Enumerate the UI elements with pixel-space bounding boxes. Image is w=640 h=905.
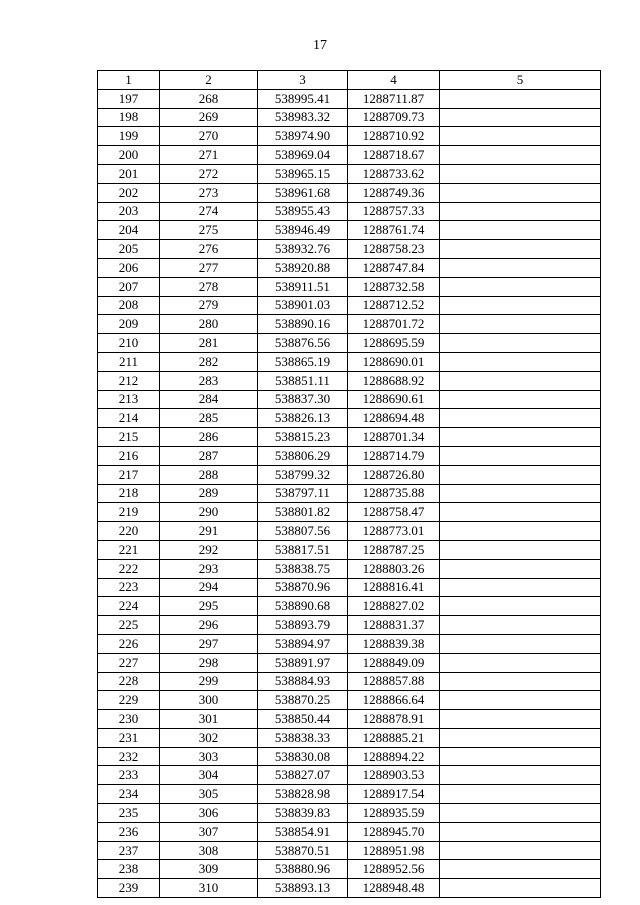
table-cell-col-2: 270 (160, 127, 258, 146)
table-cell-col-3: 538827.07 (258, 766, 348, 785)
table-row (98, 597, 601, 616)
table-cell-col-3: 538961.68 (258, 183, 348, 202)
table-cell-col-1: 225 (98, 616, 160, 635)
table-row (98, 240, 601, 259)
table-cell-col-2: 298 (160, 653, 258, 672)
table-cell-col-1: 222 (98, 559, 160, 578)
table-cell-col-4: 1288712.52 (348, 296, 440, 315)
table-cell-col-5 (440, 108, 601, 127)
table-cell-col-2: 274 (160, 202, 258, 221)
table-cell-col-3: 538865.19 (258, 352, 348, 371)
table-cell-col-1: 202 (98, 183, 160, 202)
table-row (98, 446, 601, 465)
table-cell-col-1: 198 (98, 108, 160, 127)
table-cell-col-1: 239 (98, 879, 160, 898)
table-cell-col-1: 236 (98, 822, 160, 841)
table-cell-col-5 (440, 879, 601, 898)
table-cell-col-4: 1288758.23 (348, 240, 440, 259)
table-row (98, 352, 601, 371)
table-cell-col-5 (440, 221, 601, 240)
table-cell-col-3: 538851.11 (258, 371, 348, 390)
table-cell-col-5 (440, 409, 601, 428)
table-cell-col-4: 1288714.79 (348, 446, 440, 465)
table-cell-col-4: 1288718.67 (348, 146, 440, 165)
table-cell-col-4: 1288885.21 (348, 728, 440, 747)
table-cell-col-3: 538806.29 (258, 446, 348, 465)
table-cell-col-4: 1288951.98 (348, 841, 440, 860)
table-cell-col-3: 538850.44 (258, 710, 348, 729)
table-cell-col-5 (440, 258, 601, 277)
table-cell-col-5 (440, 202, 601, 221)
table-cell-col-2: 273 (160, 183, 258, 202)
table-cell-col-2: 284 (160, 390, 258, 409)
table-cell-col-1: 224 (98, 597, 160, 616)
table-row (98, 672, 601, 691)
table-row (98, 785, 601, 804)
table-cell-col-2: 310 (160, 879, 258, 898)
table-cell-col-1: 234 (98, 785, 160, 804)
table-cell-col-2: 299 (160, 672, 258, 691)
table-row (98, 522, 601, 541)
table-cell-col-3: 538901.03 (258, 296, 348, 315)
table-cell-col-3: 538837.30 (258, 390, 348, 409)
table-cell-col-1: 219 (98, 503, 160, 522)
table-cell-col-1: 233 (98, 766, 160, 785)
table-cell-col-2: 278 (160, 277, 258, 296)
table-cell-col-4: 1288773.01 (348, 522, 440, 541)
table-cell-col-1: 226 (98, 634, 160, 653)
table-row (98, 503, 601, 522)
table-cell-col-4: 1288857.88 (348, 672, 440, 691)
table-row (98, 728, 601, 747)
table-row (98, 634, 601, 653)
table-cell-col-2: 296 (160, 616, 258, 635)
table-cell-col-2: 308 (160, 841, 258, 860)
column-header-3: 3 (258, 71, 348, 90)
table-cell-col-1: 216 (98, 446, 160, 465)
table-cell-col-2: 287 (160, 446, 258, 465)
table-row (98, 578, 601, 597)
table-cell-col-5 (440, 334, 601, 353)
table-row (98, 315, 601, 334)
table-cell-col-5 (440, 578, 601, 597)
table-cell-col-1: 204 (98, 221, 160, 240)
table-cell-col-3: 538870.51 (258, 841, 348, 860)
table-cell-col-4: 1288709.73 (348, 108, 440, 127)
table-cell-col-4: 1288757.33 (348, 202, 440, 221)
table-cell-col-5 (440, 127, 601, 146)
table-cell-col-1: 215 (98, 428, 160, 447)
table-cell-col-5 (440, 785, 601, 804)
table-cell-col-3: 538946.49 (258, 221, 348, 240)
table-row (98, 428, 601, 447)
table-cell-col-5 (440, 672, 601, 691)
table-row (98, 540, 601, 559)
table-cell-col-2: 306 (160, 804, 258, 823)
table-cell-col-4: 1288688.92 (348, 371, 440, 390)
table-cell-col-4: 1288935.59 (348, 804, 440, 823)
table-cell-col-2: 288 (160, 465, 258, 484)
table-cell-col-5 (440, 89, 601, 108)
table-row (98, 296, 601, 315)
table-cell-col-2: 302 (160, 728, 258, 747)
table-cell-col-5 (440, 390, 601, 409)
table-cell-col-5 (440, 428, 601, 447)
table-row (98, 616, 601, 635)
table-row (98, 653, 601, 672)
table-cell-col-1: 205 (98, 240, 160, 259)
table-cell-col-3: 538807.56 (258, 522, 348, 541)
table-row (98, 484, 601, 503)
table-cell-col-3: 538830.08 (258, 747, 348, 766)
table-cell-col-2: 307 (160, 822, 258, 841)
table-cell-col-2: 282 (160, 352, 258, 371)
table-cell-col-1: 203 (98, 202, 160, 221)
table-cell-col-3: 538890.16 (258, 315, 348, 334)
table-cell-col-4: 1288690.01 (348, 352, 440, 371)
table-row (98, 822, 601, 841)
table-cell-col-4: 1288758.47 (348, 503, 440, 522)
table-cell-col-4: 1288761.74 (348, 221, 440, 240)
table-cell-col-5 (440, 352, 601, 371)
table-cell-col-5 (440, 766, 601, 785)
table-cell-col-1: 223 (98, 578, 160, 597)
table-cell-col-5 (440, 804, 601, 823)
table-cell-col-4: 1288711.87 (348, 89, 440, 108)
table-row (98, 409, 601, 428)
table-cell-col-1: 228 (98, 672, 160, 691)
table-cell-col-4: 1288701.72 (348, 315, 440, 334)
table-row (98, 804, 601, 823)
table-cell-col-2: 309 (160, 860, 258, 879)
table-cell-col-5 (440, 277, 601, 296)
table-cell-col-2: 293 (160, 559, 258, 578)
table-cell-col-3: 538894.97 (258, 634, 348, 653)
table-cell-col-2: 269 (160, 108, 258, 127)
table-cell-col-3: 538799.32 (258, 465, 348, 484)
table-cell-col-3: 538969.04 (258, 146, 348, 165)
table-cell-col-1: 229 (98, 691, 160, 710)
table-cell-col-4: 1288690.61 (348, 390, 440, 409)
table-cell-col-2: 291 (160, 522, 258, 541)
table-row (98, 860, 601, 879)
table-body (98, 89, 601, 897)
table-cell-col-5 (440, 540, 601, 559)
table-cell-col-5 (440, 597, 601, 616)
table-row (98, 108, 601, 127)
table-cell-col-1: 209 (98, 315, 160, 334)
table-cell-col-1: 218 (98, 484, 160, 503)
table-cell-col-1: 220 (98, 522, 160, 541)
table-cell-col-5 (440, 315, 601, 334)
table-cell-col-5 (440, 841, 601, 860)
table-cell-col-1: 212 (98, 371, 160, 390)
table-cell-col-2: 294 (160, 578, 258, 597)
table-cell-col-5 (440, 747, 601, 766)
table-cell-col-2: 279 (160, 296, 258, 315)
table-cell-col-5 (440, 371, 601, 390)
table-cell-col-3: 538826.13 (258, 409, 348, 428)
table-cell-col-1: 232 (98, 747, 160, 766)
table-row (98, 390, 601, 409)
table-cell-col-5 (440, 728, 601, 747)
table-cell-col-2: 271 (160, 146, 258, 165)
table-cell-col-2: 286 (160, 428, 258, 447)
table-cell-col-5 (440, 465, 601, 484)
table-cell-col-1: 217 (98, 465, 160, 484)
table-cell-col-4: 1288803.26 (348, 559, 440, 578)
table-row (98, 334, 601, 353)
table-cell-col-2: 297 (160, 634, 258, 653)
table-cell-col-1: 230 (98, 710, 160, 729)
table-cell-col-3: 538890.68 (258, 597, 348, 616)
table-row (98, 146, 601, 165)
table-cell-col-1: 214 (98, 409, 160, 428)
table-cell-col-5 (440, 616, 601, 635)
table-row (98, 258, 601, 277)
table-cell-col-1: 210 (98, 334, 160, 353)
table-row (98, 221, 601, 240)
table-cell-col-4: 1288878.91 (348, 710, 440, 729)
table-cell-col-3: 538801.82 (258, 503, 348, 522)
table-cell-col-2: 304 (160, 766, 258, 785)
table-cell-col-4: 1288733.62 (348, 164, 440, 183)
table-cell-col-5 (440, 484, 601, 503)
table-cell-col-2: 285 (160, 409, 258, 428)
table-cell-col-2: 289 (160, 484, 258, 503)
table-cell-col-2: 300 (160, 691, 258, 710)
table-cell-col-3: 538870.25 (258, 691, 348, 710)
table-row (98, 371, 601, 390)
table-cell-col-4: 1288945.70 (348, 822, 440, 841)
table-cell-col-1: 235 (98, 804, 160, 823)
table-cell-col-4: 1288695.59 (348, 334, 440, 353)
table-cell-col-1: 199 (98, 127, 160, 146)
table-cell-col-3: 538920.88 (258, 258, 348, 277)
table-cell-col-3: 538891.97 (258, 653, 348, 672)
table-cell-col-2: 277 (160, 258, 258, 277)
table-cell-col-1: 197 (98, 89, 160, 108)
table-row (98, 766, 601, 785)
table-cell-col-4: 1288787.25 (348, 540, 440, 559)
table-cell-col-5 (440, 164, 601, 183)
table-cell-col-2: 275 (160, 221, 258, 240)
table-cell-col-4: 1288866.64 (348, 691, 440, 710)
table-cell-col-2: 303 (160, 747, 258, 766)
table-cell-col-1: 206 (98, 258, 160, 277)
table-cell-col-4: 1288831.37 (348, 616, 440, 635)
table-cell-col-1: 200 (98, 146, 160, 165)
table-cell-col-4: 1288701.34 (348, 428, 440, 447)
table-cell-col-3: 538965.15 (258, 164, 348, 183)
table-cell-col-5 (440, 559, 601, 578)
table-cell-col-4: 1288894.22 (348, 747, 440, 766)
table-cell-col-1: 201 (98, 164, 160, 183)
table-cell-col-3: 538893.13 (258, 879, 348, 898)
table-row (98, 465, 601, 484)
table-cell-col-4: 1288710.92 (348, 127, 440, 146)
table-cell-col-3: 538983.32 (258, 108, 348, 127)
column-header-5: 5 (440, 71, 601, 90)
table-cell-col-1: 221 (98, 540, 160, 559)
table-cell-col-3: 538838.75 (258, 559, 348, 578)
table-cell-col-2: 283 (160, 371, 258, 390)
table-cell-col-4: 1288827.02 (348, 597, 440, 616)
table-cell-col-4: 1288694.48 (348, 409, 440, 428)
table-row (98, 164, 601, 183)
table-cell-col-3: 538854.91 (258, 822, 348, 841)
table-cell-col-5 (440, 503, 601, 522)
table-cell-col-5 (440, 653, 601, 672)
table-cell-col-3: 538884.93 (258, 672, 348, 691)
table-cell-col-3: 538932.76 (258, 240, 348, 259)
table-cell-col-4: 1288749.36 (348, 183, 440, 202)
column-header-4: 4 (348, 71, 440, 90)
table-cell-col-5 (440, 296, 601, 315)
table-cell-col-1: 237 (98, 841, 160, 860)
table-row (98, 183, 601, 202)
table-cell-col-4: 1288816.41 (348, 578, 440, 597)
table-cell-col-1: 208 (98, 296, 160, 315)
table-cell-col-5 (440, 860, 601, 879)
table-row (98, 202, 601, 221)
table-cell-col-4: 1288839.38 (348, 634, 440, 653)
table-row (98, 710, 601, 729)
table-cell-col-2: 290 (160, 503, 258, 522)
table-cell-col-5 (440, 822, 601, 841)
table-cell-col-3: 538838.33 (258, 728, 348, 747)
table-cell-col-3: 538893.79 (258, 616, 348, 635)
table-cell-col-5 (440, 691, 601, 710)
column-header-1: 1 (98, 71, 160, 90)
table-cell-col-4: 1288747.84 (348, 258, 440, 277)
table-cell-col-5 (440, 446, 601, 465)
table-cell-col-4: 1288849.09 (348, 653, 440, 672)
table-cell-col-3: 538870.96 (258, 578, 348, 597)
table-row (98, 89, 601, 108)
table-cell-col-5 (440, 183, 601, 202)
table-cell-col-1: 227 (98, 653, 160, 672)
table-cell-col-3: 538797.11 (258, 484, 348, 503)
table-cell-col-2: 305 (160, 785, 258, 804)
table-cell-col-1: 213 (98, 390, 160, 409)
table-row (98, 277, 601, 296)
table-cell-col-3: 538876.56 (258, 334, 348, 353)
table-cell-col-4: 1288726.80 (348, 465, 440, 484)
table-cell-col-1: 238 (98, 860, 160, 879)
table-cell-col-3: 538839.83 (258, 804, 348, 823)
table-cell-col-4: 1288735.88 (348, 484, 440, 503)
table-cell-col-3: 538828.98 (258, 785, 348, 804)
table-cell-col-5 (440, 634, 601, 653)
table-cell-col-4: 1288948.48 (348, 879, 440, 898)
table-header-row (98, 71, 601, 90)
table-row (98, 841, 601, 860)
table-cell-col-4: 1288917.54 (348, 785, 440, 804)
table-cell-col-3: 538911.51 (258, 277, 348, 296)
table-cell-col-5 (440, 240, 601, 259)
table-row (98, 691, 601, 710)
table-row (98, 747, 601, 766)
table-cell-col-2: 280 (160, 315, 258, 334)
table-cell-col-3: 538817.51 (258, 540, 348, 559)
table-cell-col-2: 268 (160, 89, 258, 108)
table-cell-col-2: 301 (160, 710, 258, 729)
table-cell-col-5 (440, 710, 601, 729)
coordinates-table (97, 70, 601, 898)
table-cell-col-3: 538995.41 (258, 89, 348, 108)
table-cell-col-1: 207 (98, 277, 160, 296)
table-cell-col-3: 538974.90 (258, 127, 348, 146)
table-row (98, 559, 601, 578)
table-cell-col-3: 538815.23 (258, 428, 348, 447)
table-cell-col-3: 538955.43 (258, 202, 348, 221)
table-cell-col-2: 281 (160, 334, 258, 353)
table-cell-col-2: 292 (160, 540, 258, 559)
table-cell-col-5 (440, 522, 601, 541)
table-cell-col-2: 276 (160, 240, 258, 259)
table-cell-col-5 (440, 146, 601, 165)
table-cell-col-4: 1288732.58 (348, 277, 440, 296)
table-cell-col-1: 231 (98, 728, 160, 747)
table-cell-col-2: 295 (160, 597, 258, 616)
table-cell-col-1: 211 (98, 352, 160, 371)
page-number: 17 (313, 38, 327, 53)
table-row (98, 127, 601, 146)
table-row (98, 879, 601, 898)
table-cell-col-3: 538880.96 (258, 860, 348, 879)
column-header-2: 2 (160, 71, 258, 90)
table-cell-col-4: 1288952.56 (348, 860, 440, 879)
table-cell-col-2: 272 (160, 164, 258, 183)
table-cell-col-4: 1288903.53 (348, 766, 440, 785)
